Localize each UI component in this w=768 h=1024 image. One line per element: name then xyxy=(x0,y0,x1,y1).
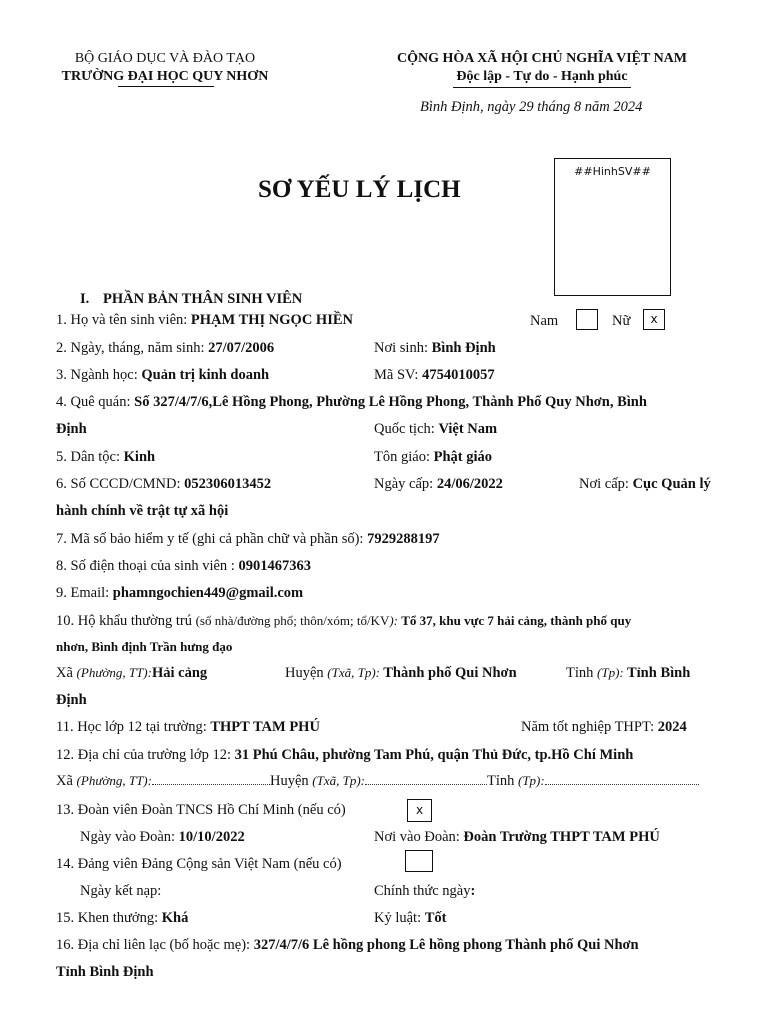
row-contact-address: 16. Địa chỉ liên lạc (bố hoặc mẹ): 327/4/7/6 Lê hồng phong Lê hồng phong Thành phố Qui Nhơn xyxy=(56,937,639,953)
university-underline xyxy=(118,86,214,87)
hometown-value: Số 327/4/7/6,Lê Hồng Phong, Phường Lê Hồng Phong, Thành Phố Quy Nhơn, Bình xyxy=(134,394,647,410)
female-checkbox[interactable]: x xyxy=(643,309,665,330)
student-photo-box xyxy=(554,158,671,296)
ward-value: Hải cảng xyxy=(151,665,208,681)
male-label: Nam xyxy=(530,313,559,329)
pob-value: Bình Định xyxy=(431,340,496,356)
row-high-school: 11. Học lớp 12 tại trường: THPT TAM PHÚ xyxy=(56,719,320,735)
cccd-value: 052306013452 xyxy=(184,476,272,492)
row-union-date: Ngày vào Đoàn: 10/10/2022 xyxy=(80,829,245,845)
hometown-value-cont: Định xyxy=(56,421,87,437)
row-major: 3. Ngành học: Quản trị kinh doanh xyxy=(56,367,270,383)
section-title: PHẦN BẢN THÂN SINH VIÊN xyxy=(103,291,303,307)
row-hometown: 4. Quê quán: Số 327/4/7/6,Lê Hồng Phong, Phường Lê Hồng Phong, Thành Phố Quy Nhơn, Bình xyxy=(56,394,647,410)
union-member-checkbox[interactable]: x xyxy=(407,799,432,822)
row-union-place: Nơi vào Đoàn: Đoàn Trường THPT TAM PHÚ xyxy=(374,829,660,845)
row-dob: 2. Ngày, tháng, năm sinh: 27/07/2006 xyxy=(56,340,275,356)
ethnic-value: Kinh xyxy=(123,449,156,465)
residence-province: Tỉnh (Tp): Tỉnh Bình xyxy=(566,665,691,681)
row-student-id: Mã SV: 4754010057 xyxy=(374,367,495,383)
residence-district: Huyện (Txã, Tp): Thành phố Qui Nhơn xyxy=(285,665,517,681)
row-religion: Tôn giáo: Phật giáo xyxy=(374,449,493,465)
row-phone: 8. Số điện thoại của sinh viên : 0901467363 xyxy=(56,558,311,574)
row-reward: 15. Khen thưởng: Khá xyxy=(56,910,189,926)
row-issue-date: Ngày cấp: 24/06/2022 xyxy=(374,476,503,492)
row-nationality: Quốc tịch: Việt Nam xyxy=(374,421,498,437)
ministry-name: BỘ GIÁO DỤC VÀ ĐÀO TẠO xyxy=(74,51,256,66)
issue-date-value: 24/06/2022 xyxy=(436,476,503,492)
row-union-member: 13. Đoàn viên Đoàn TNCS Hồ Chí Minh (nếu có) xyxy=(56,802,346,818)
row-insurance: 7. Mã số bảo hiểm y tế (ghi cả phần chữ và phần số): 7929288197 xyxy=(56,531,440,547)
contact-address-value-cont: Tỉnh Bình Định xyxy=(56,964,154,980)
party-join-date-label: Ngày kết nạp: xyxy=(80,883,162,899)
full-name: PHẠM THỊ NGỌC HIỀN xyxy=(190,312,353,328)
residence-value-cont: nhơn, Bình định Trần hưng đạo xyxy=(56,639,233,654)
reward-value: Khá xyxy=(161,910,189,926)
student-id-value: 4754010057 xyxy=(422,367,495,383)
issue-place-value: Cục Quản lý xyxy=(632,476,711,492)
ward-blank xyxy=(152,774,270,785)
issue-place-value-cont: hành chính về trật tự xã hội xyxy=(56,503,229,519)
document-date: Bình Định, ngày 29 tháng 8 năm 2024 xyxy=(420,99,643,115)
row-graduation-year: Năm tốt nghiệp THPT: 2024 xyxy=(521,719,687,735)
district-blank xyxy=(365,774,487,785)
graduation-year-value: 2024 xyxy=(657,719,687,735)
dob-value: 27/07/2006 xyxy=(208,340,275,356)
residence-value: Tổ 37, khu vực 7 hải cảng, thành phố quy xyxy=(401,613,632,628)
nationality-value: Việt Nam xyxy=(438,421,498,437)
school-address-fields: Xã (Phường, TT): Huyện (Txã, Tp): Tỉnh (Tp): xyxy=(56,773,699,790)
photo-placeholder: ##HinhSV## xyxy=(574,165,651,178)
document-title: SƠ YẾU LÝ LỊCH xyxy=(258,176,461,203)
union-place-value: Đoàn Trường THPT TAM PHÚ xyxy=(463,829,660,845)
row-full-name: 1. Họ và tên sinh viên: PHẠM THỊ NGỌC HIỀN xyxy=(56,312,353,328)
party-member-checkbox[interactable] xyxy=(405,850,433,872)
row-cccd: 6. Số CCCD/CMND: 052306013452 xyxy=(56,476,272,492)
row-issue-place: Nơi cấp: Cục Quản lý xyxy=(579,476,711,492)
male-checkbox[interactable] xyxy=(576,309,598,330)
province-value-cont: Định xyxy=(56,692,87,708)
residence-hint: (số nhà/đường phố; thôn/xóm; tổ/KV xyxy=(195,613,390,628)
country-name: CỘNG HÒA XÃ HỘI CHỦ NGHĨA VIỆT NAM xyxy=(396,51,687,66)
province-blank xyxy=(545,774,699,785)
row-email: 9. Email: phamngochien449@gmail.com xyxy=(56,585,304,601)
discipline-value: Tốt xyxy=(424,910,447,926)
female-label: Nữ xyxy=(612,313,631,329)
religion-value: Phật giáo xyxy=(433,449,493,465)
row-party-member: 14. Đảng viên Đảng Cộng sản Việt Nam (nếu có) xyxy=(56,856,342,872)
row-residence: 10. Hộ khẩu thường trú (số nhà/đường phố; thôn/xóm; tổ/KV): Tổ 37, khu vực 7 hải cảng, thành phố quy xyxy=(56,613,632,629)
section-number: I. xyxy=(80,291,90,307)
email-value: phamngochien449@gmail.com xyxy=(112,585,304,601)
province-value: Tỉnh Bình xyxy=(626,665,691,681)
motto-underline xyxy=(453,87,631,88)
university-name: TRƯỜNG ĐẠI HỌC QUY NHƠN xyxy=(61,69,269,84)
row-ethnic: 5. Dân tộc: Kinh xyxy=(56,449,156,465)
union-date-value: 10/10/2022 xyxy=(178,829,245,845)
residence-ward: Xã (Phường, TT):Hải cảng xyxy=(56,665,208,681)
contact-address-value: 327/4/7/6 Lê hồng phong Lê hồng phong Thành phố Qui Nhơn xyxy=(253,937,639,953)
insurance-value: 7929288197 xyxy=(367,531,440,547)
district-value: Thành phố Qui Nhơn xyxy=(383,665,517,681)
phone-value: 0901467363 xyxy=(238,558,311,574)
row-school-address: 12. Địa chỉ của trường lớp 12: 31 Phú Châu, phường Tam Phú, quận Thủ Đức, tp.Hồ Chí Minh xyxy=(56,747,634,763)
party-official-date-label: Chính thức ngày: xyxy=(374,883,476,899)
motto: Độc lập - Tự do - Hạnh phúc xyxy=(456,69,628,84)
school-address-value: 31 Phú Châu, phường Tam Phú, quận Thủ Đức, tp.Hồ Chí Minh xyxy=(234,747,634,763)
high-school-value: THPT TAM PHÚ xyxy=(210,719,320,735)
row-pob: Nơi sinh: Bình Định xyxy=(374,340,496,356)
major-value: Quản trị kinh doanh xyxy=(141,367,270,383)
row-discipline: Kỷ luật: Tốt xyxy=(374,910,447,926)
